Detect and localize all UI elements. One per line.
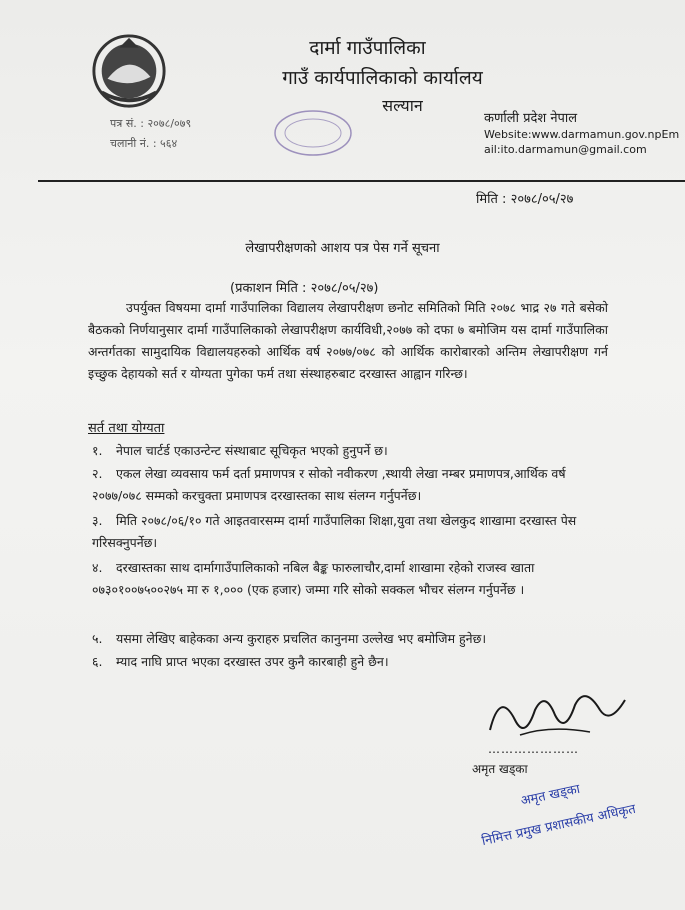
seal-designation: निमित्त प्रमुख प्रशासकीय अधिकृत: [480, 801, 638, 850]
email: ail:ito.darmamun@gmail.com: [484, 143, 647, 156]
notice-subject: लेखापरीक्षणको आशय पत्र पेस गर्ने सूचना: [245, 241, 440, 256]
condition-text: दरखास्तका साथ दार्मागाउँपालिकाको नबिल बैङ्क फारुलाचौर,दार्मा शाखामा रहेको राजस्व खाता ०७३०१००७५००२७५ मा रु १,००० (एक हजार) जम्मा गरि सोको सक्कल भौचर संलग्न गर्नुपर्नेछ ।: [92, 560, 535, 597]
condition-number: ५.: [92, 631, 103, 646]
signature-line: …………………: [488, 742, 579, 756]
condition-item: [92, 510, 612, 554]
condition-number: ६.: [92, 654, 103, 669]
handwritten-signature: [480, 680, 630, 750]
condition-number: ४.: [92, 560, 103, 575]
condition-text: यसमा लेखिए बाहेकका अन्य कुराहरु प्रचलित कानुनमा उल्लेख भए बमोजिम हुनेछ।: [115, 631, 487, 646]
website: Website:www.darmamun.gov.npEm: [484, 128, 680, 141]
condition-text: एकल लेखा व्यवसाय फर्म दर्ता प्रमाणपत्र र सोको नवीकरण ,स्थायी लेखा नम्बर प्रमाणपत्र,आर्थिक वर्ष २०७७/०७८ सम्मको करचुक्ता प्रमाणपत्र दरखास्तका साथ संलग्न गर्नुपर्नेछ।: [92, 466, 566, 503]
dispatch-number: चलानी नं. : ५६४: [110, 137, 178, 150]
notice-date: मिति : २०७८/०५/२७: [476, 192, 574, 207]
condition-text: मिति २०७८/०६/१० गते आइतवारसम्म दार्मा गाउँपालिका शिक्षा,युवा तथा खेलकुद शाखामा दरखास्त पेस गरिसक्नुपर्नेछ।: [92, 513, 577, 550]
condition-number: १.: [92, 443, 103, 458]
signatory-name: अमृत खड्का: [472, 762, 528, 776]
condition-number: २.: [92, 466, 103, 481]
conditions-heading: सर्त तथा योग्यता: [88, 421, 165, 436]
condition-text: नेपाल चार्टर्ड एकाउन्टेन्ट संस्थाबाट सूचिकृत भएको हुनुपर्ने छ।: [115, 443, 388, 458]
office-stamp: [268, 105, 358, 165]
condition-item: [92, 651, 612, 673]
condition-text: म्याद नाघि प्राप्त भएका दरखास्त उपर कुनै कारबाही हुने छैन।: [115, 654, 389, 669]
header-line-2: गाउँ कार्यपालिकाको कार्यालय: [282, 67, 483, 89]
condition-item: [92, 628, 612, 650]
condition-item: [92, 463, 612, 507]
reference-number: पत्र सं. : २०७८/०७९: [110, 117, 192, 130]
condition-item: [92, 440, 612, 462]
header-line-3: सल्यान: [382, 96, 423, 115]
header-line-1: दार्मा गाउँपालिका: [309, 37, 426, 59]
seal-name: अमृत खड्का: [519, 781, 582, 810]
condition-number: ३.: [92, 513, 103, 528]
header-divider: [38, 180, 685, 182]
condition-item: [92, 557, 612, 601]
notice-body: उपर्युक्त विषयमा दार्मा गाउँपालिका विद्यालय लेखापरीक्षण छनोट समितिको मिति २०७८ भाद्र २७ गते बसेको बैठकको निर्णयानुसार दार्मा गाउँपालिकाको लेखापरीक्षण कार्यविधी,२०७७ को दफा ७ बमोजिम यस दार्मा गाउँपालिका अन्तर्गतका सामुदायिक विद्यालयहरुको आर्थिक वर्ष २०७७/०७८ को आर्थिक कारोबारको अन्तिम लेखापरीक्षण गर्न इच्छुक देहायको सर्त र योग्यता पुगेका फर्म तथा संस्थाहरुबाट दरखास्त आह्वान गरिन्छ।: [88, 300, 608, 381]
province-name: कर्णाली प्रदेश नेपाल: [484, 111, 578, 126]
publication-date: (प्रकाशन मिति : २०७८/०५/२७): [230, 281, 379, 296]
